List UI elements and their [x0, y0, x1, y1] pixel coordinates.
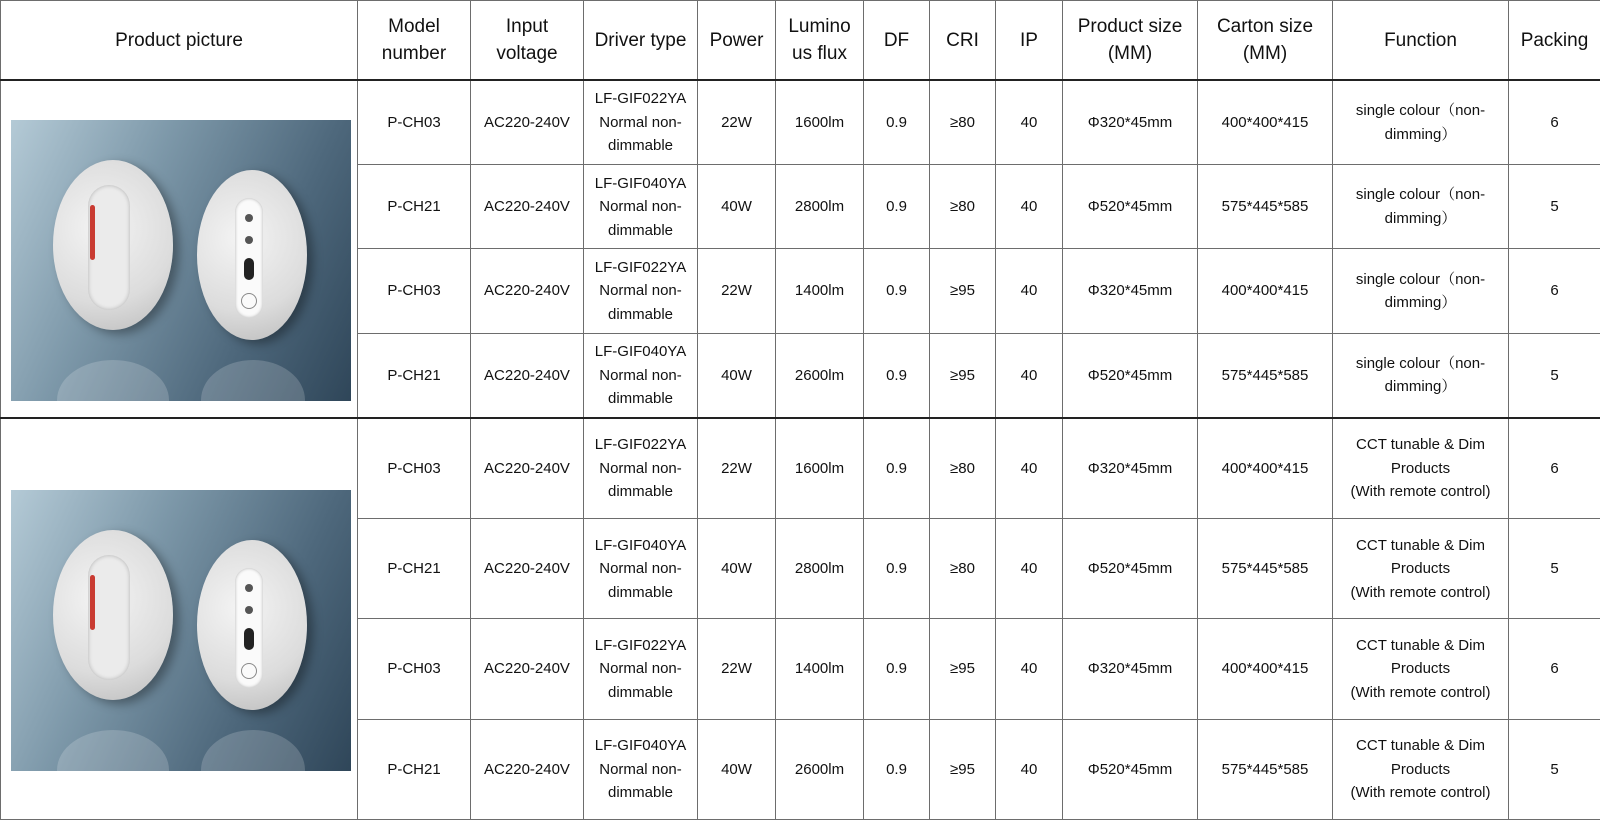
- header-product-size: Product size (MM): [1063, 1, 1198, 81]
- screw-dot: [245, 606, 253, 614]
- cell-flux: 2600lm: [776, 719, 864, 819]
- cell-function: single colour（non- dimming）: [1333, 249, 1509, 333]
- ceiling-light-side-view: [197, 170, 307, 340]
- cell-product-size: Φ320*45mm: [1063, 80, 1198, 165]
- header-driver-type: Driver type: [584, 1, 698, 81]
- cell-cri: ≥80: [930, 80, 996, 165]
- cell-product-size: Φ320*45mm: [1063, 249, 1198, 333]
- cell-power: 40W: [698, 719, 776, 819]
- cell-driver: LF-GIF022YA Normal non- dimmable: [584, 249, 698, 333]
- cell-packing: 5: [1509, 719, 1600, 819]
- header-row: [1, 1, 1600, 81]
- product-photo: [11, 490, 351, 771]
- cell-cri: ≥95: [930, 249, 996, 333]
- cell-df: 0.9: [864, 619, 930, 719]
- cell-packing: 6: [1509, 418, 1600, 519]
- cell-carton-size: 575*445*585: [1198, 519, 1333, 619]
- cell-ip: 40: [996, 719, 1063, 819]
- cell-driver: LF-GIF040YA Normal non- dimmable: [584, 719, 698, 819]
- screw-dot: [245, 584, 253, 592]
- cell-flux: 1400lm: [776, 619, 864, 719]
- cell-carton-size: 400*400*415: [1198, 80, 1333, 165]
- cell-driver: LF-GIF040YA Normal non- dimmable: [584, 519, 698, 619]
- cell-voltage: AC220-240V: [471, 249, 584, 333]
- cell-df: 0.9: [864, 165, 930, 249]
- cell-voltage: AC220-240V: [471, 719, 584, 819]
- cell-model: P-CH21: [358, 165, 471, 249]
- cell-df: 0.9: [864, 249, 930, 333]
- cell-power: 40W: [698, 165, 776, 249]
- cell-cri: ≥95: [930, 333, 996, 418]
- cell-ip: 40: [996, 80, 1063, 165]
- cell-driver: LF-GIF022YA Normal non- dimmable: [584, 80, 698, 165]
- cell-power: 22W: [698, 80, 776, 165]
- cell-df: 0.9: [864, 418, 930, 519]
- cell-voltage: AC220-240V: [471, 519, 584, 619]
- cell-power: 40W: [698, 333, 776, 418]
- cell-model: P-CH21: [358, 333, 471, 418]
- cell-cri: ≥95: [930, 619, 996, 719]
- connector-ring: [241, 293, 257, 309]
- cell-function: CCT tunable & Dim Products (With remote control): [1333, 619, 1509, 719]
- product-photo: [11, 120, 351, 401]
- screw-dot: [245, 214, 253, 222]
- cell-function: single colour（non- dimming）: [1333, 165, 1509, 249]
- cell-model: P-CH03: [358, 619, 471, 719]
- cell-driver: LF-GIF022YA Normal non- dimmable: [584, 418, 698, 519]
- cell-voltage: AC220-240V: [471, 333, 584, 418]
- cell-voltage: AC220-240V: [471, 80, 584, 165]
- driver-slot: [244, 258, 254, 280]
- reflection-shape: [57, 360, 169, 401]
- red-strip: [90, 575, 95, 630]
- cell-product-size: Φ520*45mm: [1063, 519, 1198, 619]
- cell-function: CCT tunable & Dim Products (With remote control): [1333, 719, 1509, 819]
- ceiling-light-back-view: [53, 160, 173, 330]
- cell-model: P-CH21: [358, 519, 471, 619]
- cell-flux: 1600lm: [776, 418, 864, 519]
- cell-function: CCT tunable & Dim Products (With remote control): [1333, 418, 1509, 519]
- cell-product-size: Φ320*45mm: [1063, 619, 1198, 719]
- cell-driver: LF-GIF040YA Normal non- dimmable: [584, 333, 698, 418]
- header-model-number: Model number: [358, 1, 471, 81]
- cell-packing: 6: [1509, 80, 1600, 165]
- header-ip: IP: [996, 1, 1063, 81]
- cell-flux: 2800lm: [776, 519, 864, 619]
- cell-power: 22W: [698, 619, 776, 719]
- cell-model: P-CH03: [358, 418, 471, 519]
- product-picture-cell: [1, 80, 358, 418]
- header-carton-size: Carton size (MM): [1198, 1, 1333, 81]
- driver-panel: [235, 568, 263, 688]
- cell-power: 22W: [698, 418, 776, 519]
- cell-cri: ≥80: [930, 519, 996, 619]
- cell-ip: 40: [996, 249, 1063, 333]
- header-packing: Packing: [1509, 1, 1600, 81]
- header-input-voltage: Input voltage: [471, 1, 584, 81]
- cell-driver: LF-GIF040YA Normal non- dimmable: [584, 165, 698, 249]
- header-power: Power: [698, 1, 776, 81]
- cell-power: 40W: [698, 519, 776, 619]
- cell-flux: 2600lm: [776, 333, 864, 418]
- reflection-shape: [201, 730, 305, 771]
- ceiling-light-side-view: [197, 540, 307, 710]
- cell-function: single colour（non- dimming）: [1333, 80, 1509, 165]
- reflection-shape: [57, 730, 169, 771]
- cell-ip: 40: [996, 619, 1063, 719]
- header-df: DF: [864, 1, 930, 81]
- cell-function: CCT tunable & Dim Products (With remote control): [1333, 519, 1509, 619]
- cell-product-size: Φ320*45mm: [1063, 418, 1198, 519]
- cell-df: 0.9: [864, 80, 930, 165]
- table-row: [1, 80, 1600, 165]
- reflection-shape: [201, 360, 305, 401]
- cell-packing: 5: [1509, 333, 1600, 418]
- cell-power: 22W: [698, 249, 776, 333]
- cell-carton-size: 575*445*585: [1198, 719, 1333, 819]
- header-luminous-flux: Lumino us flux: [776, 1, 864, 81]
- cell-cri: ≥80: [930, 165, 996, 249]
- cell-driver: LF-GIF022YA Normal non- dimmable: [584, 619, 698, 719]
- cell-packing: 5: [1509, 519, 1600, 619]
- cell-carton-size: 400*400*415: [1198, 619, 1333, 719]
- header-cri: CRI: [930, 1, 996, 81]
- cell-voltage: AC220-240V: [471, 418, 584, 519]
- red-strip: [90, 205, 95, 260]
- cell-df: 0.9: [864, 519, 930, 619]
- cell-model: P-CH21: [358, 719, 471, 819]
- cell-cri: ≥80: [930, 418, 996, 519]
- driver-slot: [244, 628, 254, 650]
- cell-carton-size: 575*445*585: [1198, 165, 1333, 249]
- cell-packing: 6: [1509, 619, 1600, 719]
- cell-cri: ≥95: [930, 719, 996, 819]
- cell-model: P-CH03: [358, 80, 471, 165]
- cell-product-size: Φ520*45mm: [1063, 719, 1198, 819]
- table-row: [1, 418, 1600, 519]
- connector-ring: [241, 663, 257, 679]
- cell-product-size: Φ520*45mm: [1063, 165, 1198, 249]
- cell-flux: 2800lm: [776, 165, 864, 249]
- cell-packing: 5: [1509, 165, 1600, 249]
- cell-voltage: AC220-240V: [471, 619, 584, 719]
- cell-ip: 40: [996, 418, 1063, 519]
- cell-packing: 6: [1509, 249, 1600, 333]
- screw-dot: [245, 236, 253, 244]
- ceiling-light-back-view: [53, 530, 173, 700]
- driver-panel: [235, 198, 263, 318]
- cell-flux: 1600lm: [776, 80, 864, 165]
- cell-product-size: Φ520*45mm: [1063, 333, 1198, 418]
- cell-df: 0.9: [864, 333, 930, 418]
- cell-model: P-CH03: [358, 249, 471, 333]
- cell-df: 0.9: [864, 719, 930, 819]
- cell-voltage: AC220-240V: [471, 165, 584, 249]
- cell-ip: 40: [996, 519, 1063, 619]
- cell-carton-size: 575*445*585: [1198, 333, 1333, 418]
- cell-carton-size: 400*400*415: [1198, 418, 1333, 519]
- header-function: Function: [1333, 1, 1509, 81]
- cell-ip: 40: [996, 165, 1063, 249]
- header-product-picture: Product picture: [1, 1, 358, 81]
- product-picture-cell: [1, 418, 358, 820]
- cell-carton-size: 400*400*415: [1198, 249, 1333, 333]
- cell-flux: 1400lm: [776, 249, 864, 333]
- cell-ip: 40: [996, 333, 1063, 418]
- cell-function: single colour（non- dimming）: [1333, 333, 1509, 418]
